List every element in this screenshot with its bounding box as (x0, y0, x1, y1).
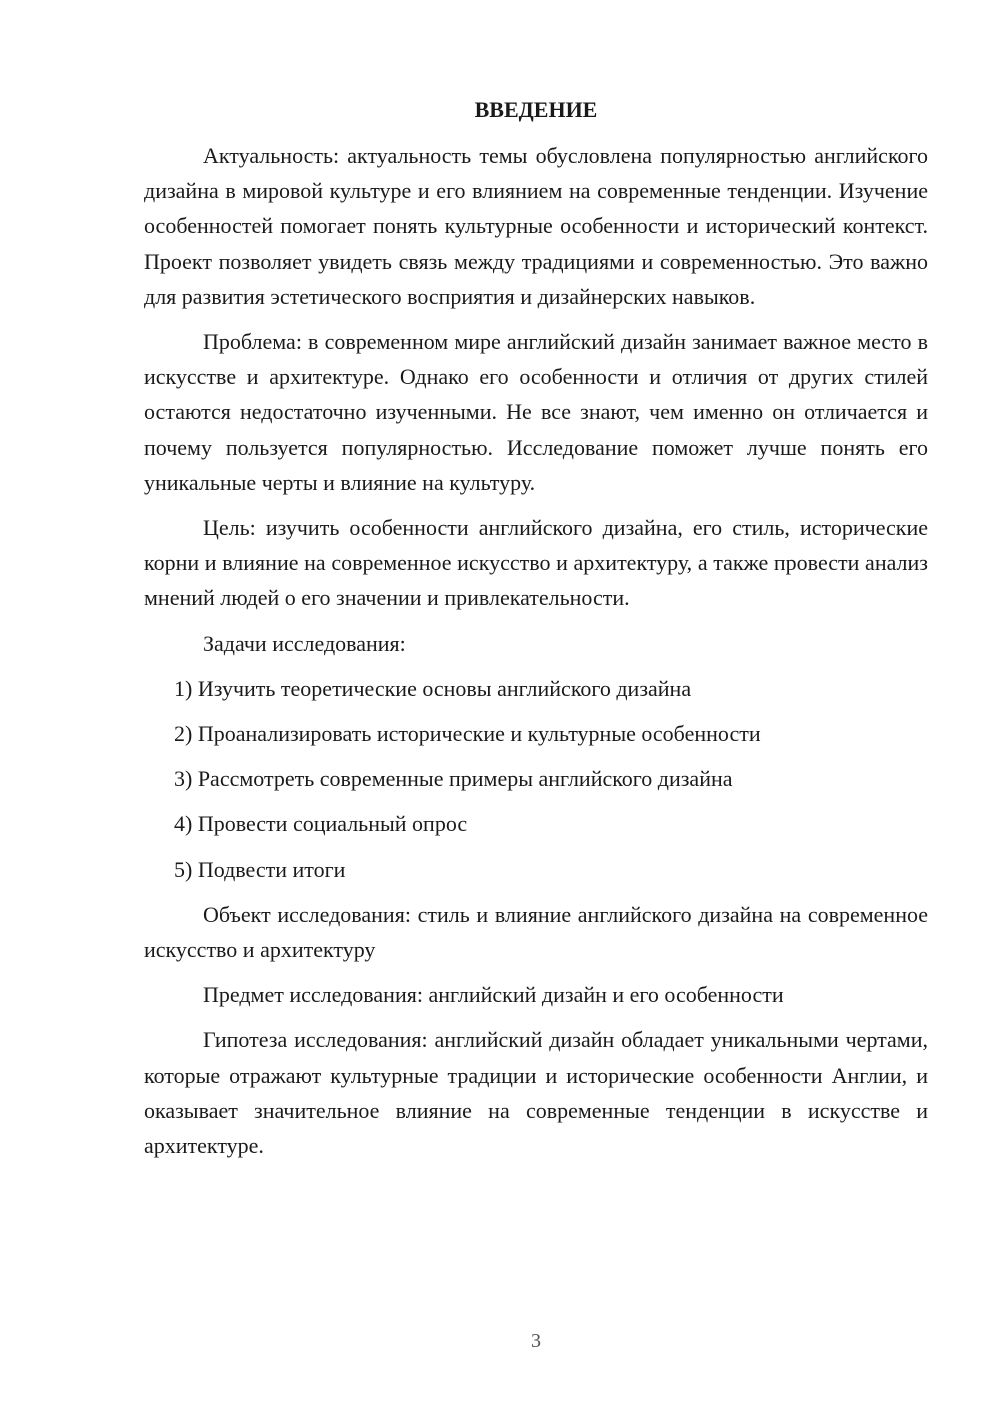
task-item: 2) Проанализировать исторические и культурные особенности (174, 721, 761, 747)
tasks-list (144, 671, 928, 887)
page-number: 3 (531, 1330, 541, 1352)
task-item: 1) Изучить теоретические основы английского дизайна (174, 675, 692, 701)
tasks-title: Задачи исследования: (203, 630, 406, 656)
goal-paragraph: Цель: изучить особенности английского дизайна, его стиль, исторические корни и влияние на современное искусство и архитектуру, а также провести анализ мнений людей о его значении и привлекательности. (144, 515, 928, 611)
relevance-paragraph: Актуальность: актуальность темы обусловлена популярностью английского дизайна в мировой культуре и его влиянием на современные тенденции. Изучение особенностей помогает понять культурные особенности и исторический контекст. Проект позволяет увидеть связь между традициями и современностью. Это важно для развития эстетического восприятия и дизайнерских навыков. (144, 143, 928, 309)
task-item: 5) Подвести итоги (174, 856, 346, 882)
task-item: 4) Провести социальный опрос (174, 811, 468, 837)
problem-paragraph: Проблема: в современном мире английский дизайн занимает важное место в искусстве и архитектуре. Однако его особенности и отличия от других стилей остаются недостаточно изученными. Не все знают, чем именно он отличается и почему пользуется популярностью. Исследование поможет лучше понять его уникальные черты и влияние на культуру. (144, 329, 928, 495)
page-content (144, 92, 928, 1173)
hypothesis-paragraph: Гипотеза исследования: английский дизайн обладает уникальными чертами, которые отражают культурные традиции и исторические особенности Англии, и оказывает значительное влияние на современные тенденции в искусстве и архитектуре. (144, 1027, 928, 1159)
subject-paragraph: Предмет исследования: английский дизайн и его особенности (203, 982, 784, 1008)
object-paragraph: Объект исследования: стиль и влияние английского дизайна на современное искусство и архитектуру (144, 901, 928, 963)
page-heading: ВВЕДЕНИЕ (474, 97, 598, 122)
task-item: 3) Рассмотреть современные примеры английского дизайна (174, 766, 733, 792)
